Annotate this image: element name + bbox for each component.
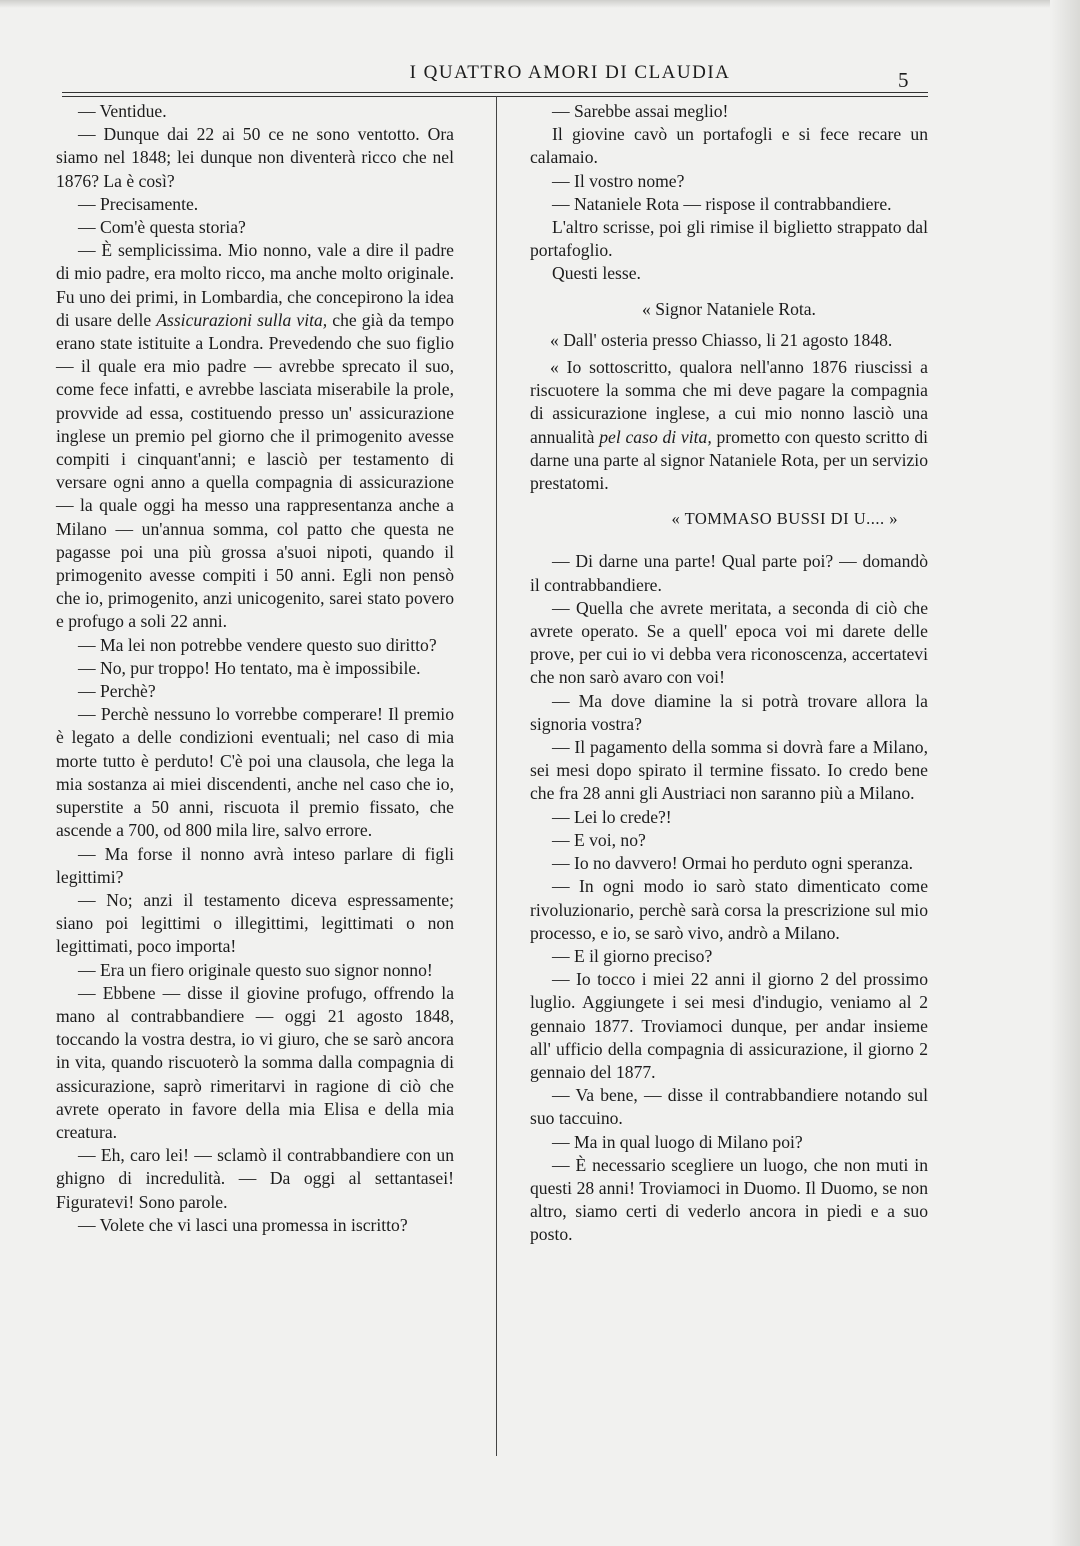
paragraph: — Sarebbe assai meglio! xyxy=(552,101,729,121)
paragraph: — E voi, no? xyxy=(552,829,646,850)
italic-term: pel caso di vita, xyxy=(599,426,712,447)
paragraph: — No, pur troppo! Ho tentato, ma è impossibile. xyxy=(78,657,421,678)
letter-dateline: « Dall' osteria presso Chiasso, li 21 agosto 1848. xyxy=(550,329,893,350)
right-column xyxy=(530,100,928,1247)
paragraph: — Il pagamento della somma si dovrà fare a Milano, sei mesi dopo spirato il termine fissato. Io credo bene che fra 28 anni gli Austriaci non saranno più a Milano. xyxy=(530,737,928,804)
paragraph: Questi lesse. xyxy=(552,263,641,284)
paragraph: — Perchè nessuno lo vorrebbe comperare! Il premio è legato a delle condizioni eventuali; nel caso di mia morte tutto è perduto! C'è poi una clausola, che lega la mia sostanza ai miei discendenti, anche nel caso che io, superstite a 50 anni, riscuota il premio fissato, che ascende a 700, od 800 mila lire, salvo errore. xyxy=(56,704,454,841)
header-rule-bottom xyxy=(62,96,928,97)
paragraph: — Era un fiero originale questo suo signor nonno! xyxy=(78,959,433,980)
page-edge-top xyxy=(0,0,1080,8)
paragraph: — Dunque dai 22 ai 50 ce ne sono ventotto. Ora siamo nel 1848; lei dunque non diventerà ricco che nel 1876? La è così? xyxy=(56,124,454,191)
paragraph: — Io tocco i miei 22 anni il giorno 2 del prossimo luglio. Aggiungete i sei mesi d'indugio, veniamo al 2 gennaio 1877. Troviamoci dunque, per andar insieme all' ufficio della compagnia di assicurazione, il giorno 2 gennaio del 1877. xyxy=(530,969,928,1082)
paragraph: — No; anzi il testamento diceva espressamente; siano poi legittimi o illegittimi, legittimati o non legittimati, poco importa! xyxy=(56,889,454,957)
left-column xyxy=(56,100,454,1237)
text-run: prometto con questo scritto di darne una parte al signor Nataniele Rota, per un servizio prestatomi. xyxy=(530,426,929,494)
paragraph: — Volete che vi lasci una promessa in iscritto? xyxy=(78,1214,408,1235)
italic-term: Assicurazioni sulla vita, xyxy=(156,309,328,330)
column-divider xyxy=(496,96,497,1456)
paragraph: — Com'è questa storia? xyxy=(78,217,246,238)
letter-salutation: « Signor Nataniele Rota. xyxy=(642,298,816,319)
paragraph: — Il vostro nome? xyxy=(552,170,685,191)
header-rule-top xyxy=(62,92,928,93)
paragraph: Il giovine cavò un portafogli e si fece recare un calamaio. xyxy=(530,124,928,168)
paragraph: — Ma in qual luogo di Milano poi? xyxy=(552,1131,803,1152)
text-run: che già da tempo erano state istituite a Londra. Prevedendo che suo figlio — il quale era mio padre — avrebbe sprecato il suo, come fece infatti, e avrebbe lasciata miserabile la prole, provvide ad essa, costituendo presso un' assicurazione inglese un premio pel giorno che il primogenito avesse compiti i cinquant'anni; e lasciò per testamento di versare ogni anno a quella compagnia di assicurazione — la quale oggi ha messo una rappresentanza anche a Milano — un'annua somma, col patto che questa ne pagasse poi una più grossa a'suoi nipoti, quando il primogenito avesse compiti i 50 anni. Egli non pensò che io, primogenito, anzi unicogenito, sarei stato povero e profugo a soli 22 anni. xyxy=(56,309,454,632)
page-edge-right xyxy=(1050,0,1080,1546)
paragraph: — E il giorno preciso? xyxy=(552,945,713,966)
text-run: — È semplicissima. Mio nonno, vale a dire il padre di mio padre, era molto ricco, ma anche molto originale. Fu uno dei primi, in Lombardia, che concepirono la idea di usare delle xyxy=(56,240,454,330)
paragraph: — Io no davvero! Ormai ho perduto ogni speranza. xyxy=(552,853,914,874)
paragraph: — Precisamente. xyxy=(78,193,199,214)
paragraph: — Ebbene — disse il giovine profugo, offrendo la mano al contrabbandiere — oggi 21 agosto 1848, toccando la vostra destra, io vi giuro, che se sarò ancora in vita, quando riscuoterò la somma dalla compagnia di assicurazione, saprò rimeritarvi in ragione di ciò che avrete operato in favore della mia Elisa e della mia creatura. xyxy=(56,982,454,1142)
paragraph: — Ma lei non potrebbe vendere questo suo diritto? xyxy=(78,634,437,655)
paragraph: — Lei lo crede?! xyxy=(552,806,672,827)
paragraph xyxy=(56,239,454,633)
paragraph: — Va bene, — disse il contrabbandiere notando sul suo taccuino. xyxy=(530,1085,928,1129)
paragraph: L'altro scrisse, poi gli rimise il biglietto strappato dal portafoglio. xyxy=(530,217,928,261)
paragraph: — Ma forse il nonno avrà inteso parlare di figli legittimi? xyxy=(56,843,454,887)
text-run: « Io sottoscritto, qualora nell'anno 1876 riuscissi a riscuotere la somma che mi deve pagare la compagnia di assicurazione inglese, a cui mio nonno lasciò una annualità xyxy=(530,357,928,447)
paragraph: — Ventidue. xyxy=(78,101,167,121)
paragraph: — Eh, caro lei! — sclamò il contrabbandiere con un ghigno di incredulità. — Da oggi al settantasei! Figuratevi! Sono parole. xyxy=(56,1145,454,1212)
paragraph: — Nataniele Rota — rispose il contrabbandiere. xyxy=(552,193,892,214)
running-header-title: I QUATTRO AMORI DI CLAUDIA xyxy=(409,62,731,83)
page-number: 5 xyxy=(898,68,909,92)
paragraph: — In ogni modo io sarò stato dimenticato come rivoluzionario, perchè sarà corsa la prescrizione sul mio processo, e io, se sarò vivo, andrò a Milano. xyxy=(530,876,928,943)
paragraph: — Quella che avrete meritata, a seconda di ciò che avrete operato. Se a quell' epoca voi mi darete delle prove, per cui io vi debba vera riconoscenza, accertatevi che non sarò avaro con voi! xyxy=(530,597,928,688)
paragraph: — Ma dove diamine la si potrà trovare allora la signoria vostra? xyxy=(530,690,928,734)
letter-body xyxy=(530,356,928,495)
paragraph: — È necessario scegliere un luogo, che non muti in questi 28 anni! Troviamoci in Duomo. Il Duomo, se non altro, siamo certi di vederlo ancora in piedi e a suo posto. xyxy=(530,1154,928,1245)
paragraph: — Perchè? xyxy=(78,681,156,702)
letter-signature: « TOMMASO BUSSI DI U.... » xyxy=(671,509,898,529)
paragraph: — Di darne una parte! Qual parte poi? — domandò il contrabbandiere. xyxy=(530,551,928,595)
